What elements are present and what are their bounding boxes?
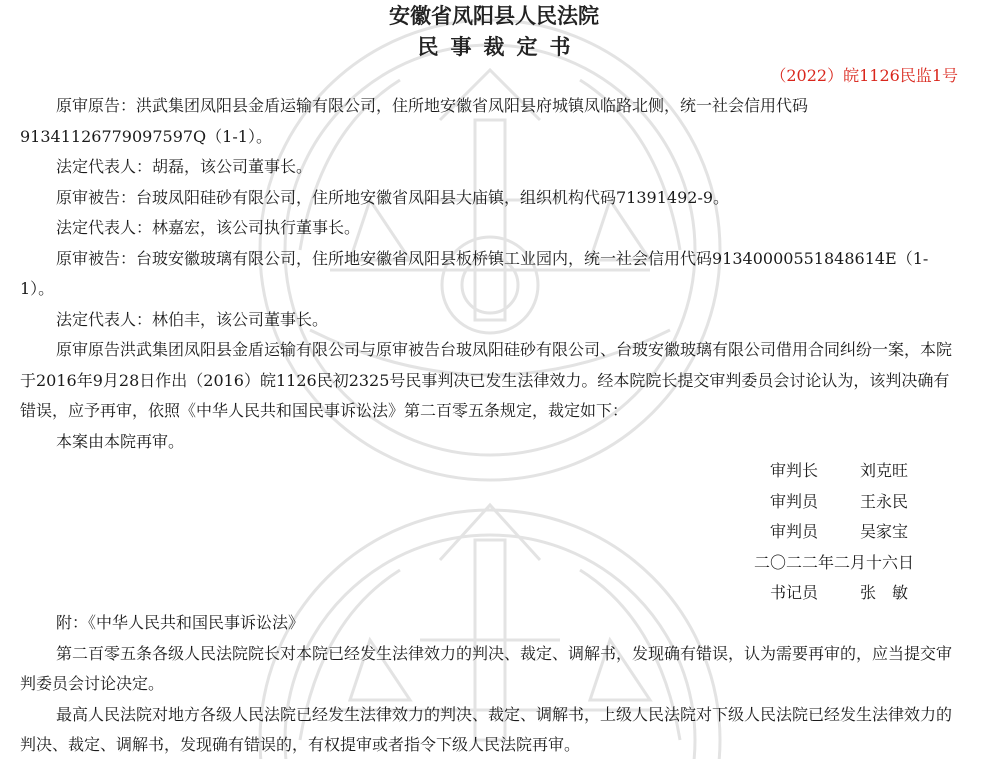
court-name: 安徽省凤阳县人民法院	[389, 3, 599, 28]
clerk-row	[720, 578, 930, 609]
plaintiff-representative: 法定代表人：胡磊，该公司董事长。	[56, 157, 313, 176]
case-number: （2022）皖1126民监1号	[770, 66, 958, 85]
ruling-date: 二〇二二年二月十六日	[753, 552, 914, 572]
judge2-name: 吴家宝	[860, 522, 909, 541]
appendix-article-205-supreme: 最高人民法院对地方各级人民法院已经发生法律效力的判决、裁定、调解书，上级人民法院对下级人民法院已经发生法律效力的判决、裁定、调解书，发现确有错误的，有权提审或者指令下级人民法院再审。	[20, 704, 953, 754]
appendix-section	[20, 608, 960, 761]
presiding-judge-name: 刘克旺	[860, 461, 909, 480]
appendix-article-205: 第二百零五条各级人民法院院长对本院已经发生法律效力的判决、裁定、调解书，发现确有错误，认为需要再审的，应当提交审判委员会讨论决定。	[20, 643, 953, 693]
judge1-name: 王永民	[860, 491, 909, 511]
ruling-body	[20, 91, 960, 457]
defendant1-paragraph: 原审被告：台玻凤阳硅砂有限公司，住所地安徽省凤阳县大庙镇，组织机构代码71391492-9。	[56, 187, 730, 207]
judge1-role: 审判员	[770, 491, 819, 511]
plaintiff-paragraph: 原审原告：洪武集团凤阳县金盾运输有限公司，住所地安徽省凤阳县府城镇凤临路北侧，统一社会信用代码91341126779097597Q（1-1）。	[20, 96, 809, 146]
defendant2-representative: 法定代表人：林伯丰，该公司董事长。	[56, 309, 329, 329]
judge2-row	[720, 517, 930, 548]
appendix-title: 附：《中华人民共和国民事诉讼法》	[56, 613, 305, 632]
signature-block	[720, 456, 930, 609]
clerk-name: 张 敏	[860, 583, 909, 602]
presiding-judge-row	[720, 456, 930, 487]
defendant2-paragraph: 原审被告：台玻安徽玻璃有限公司，住所地安徽省凤阳县板桥镇工业园内，统一社会信用代码91340000551848614E（1-1）。	[20, 248, 929, 298]
document-type-title: 民事裁定书	[417, 34, 583, 59]
presiding-judge-role: 审判长	[770, 461, 819, 480]
ruling-decision: 本案由本院再审。	[56, 431, 185, 451]
judge2-role: 审判员	[770, 522, 819, 541]
judge1-row	[720, 487, 930, 518]
clerk-role: 书记员	[770, 583, 819, 602]
case-summary-paragraph: 原审原告洪武集团凤阳县金盾运输有限公司与原审被告台玻凤阳硅砂有限公司、台玻安徽玻璃有限公司借用合同纠纷一案，本院于2016年9月28日作出（2016）皖1126民初2325号民事判决已发生法律效力。经本院院长提交审判委员会讨论认为，该判决确有错误，应予再审，依照《中华人民共和国民事诉讼法》第二百零五条规定，裁定如下：	[20, 340, 953, 420]
defendant1-representative: 法定代表人：林嘉宏，该公司执行董事长。	[56, 218, 361, 237]
